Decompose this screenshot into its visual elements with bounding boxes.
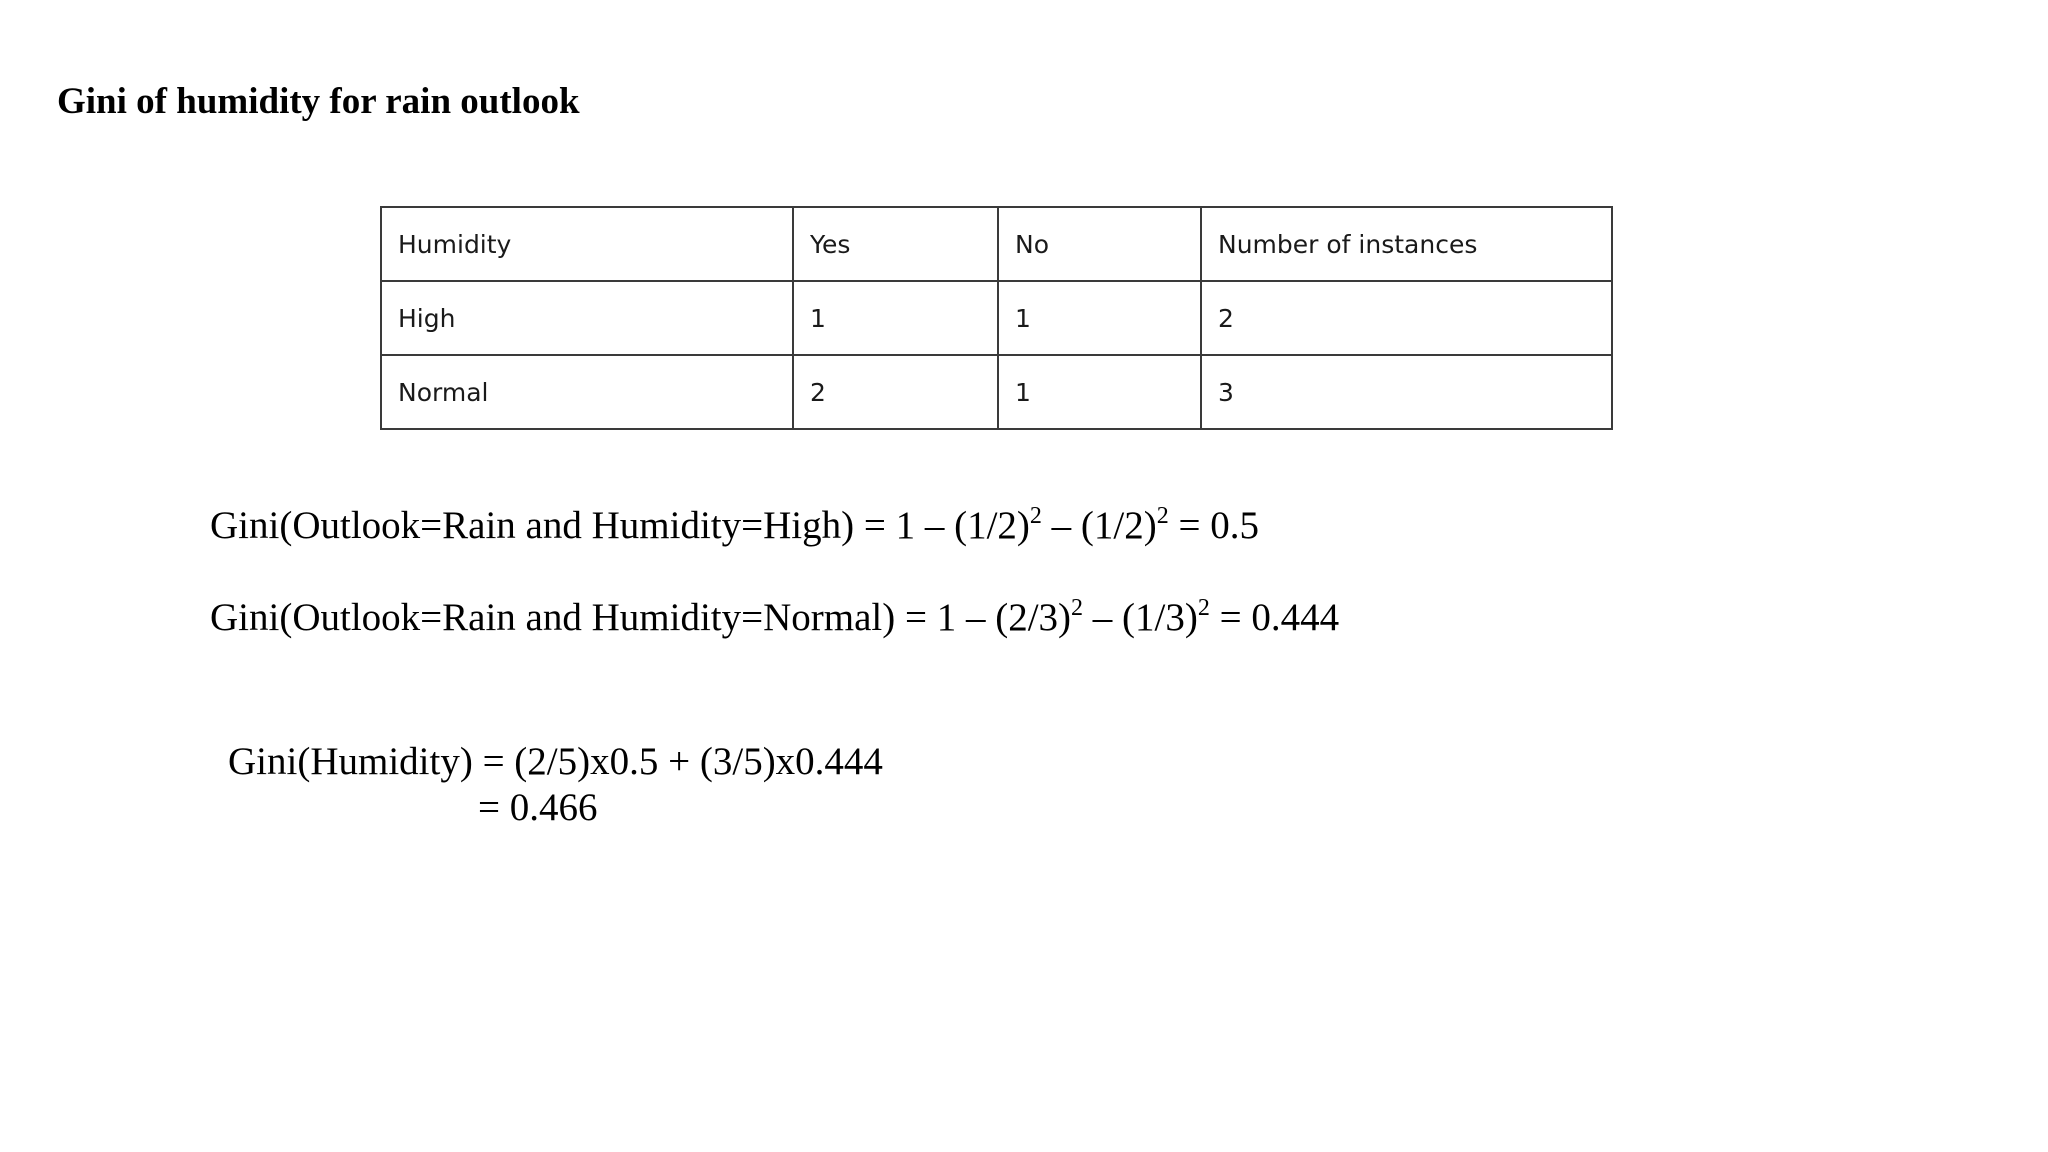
humidity-table (380, 206, 1613, 430)
header-instances: Number of instances (1201, 207, 1612, 281)
formula-text: Gini(Outlook=Rain and Humidity=Normal) = 1 – (2/3) (210, 596, 1072, 639)
formula-gini-humidity: Gini(Humidity) = (2/5)x0.5 + (3/5)x0.444 (228, 740, 883, 783)
exponent: 2 (1029, 503, 1042, 529)
exponent: 2 (1156, 503, 1169, 529)
header-no: No (998, 207, 1201, 281)
cell-humidity: High (381, 281, 793, 355)
formula-gini-humidity-result: = 0.466 (478, 786, 598, 829)
cell-humidity: Normal (381, 355, 793, 429)
table-row (381, 355, 1612, 429)
cell-instances: 3 (1201, 355, 1612, 429)
header-yes: Yes (793, 207, 998, 281)
formula-gini-high (210, 502, 1259, 550)
table-header-row (381, 207, 1612, 281)
formula-text: – (1/2) (1041, 504, 1157, 547)
formula-text: – (1/3) (1083, 596, 1198, 639)
header-humidity: Humidity (381, 207, 793, 281)
slide-title: Gini of humidity for rain outlook (57, 81, 580, 122)
cell-yes: 2 (793, 355, 998, 429)
formula-text: = 0.444 (1209, 596, 1340, 639)
cell-no: 1 (998, 355, 1201, 429)
formula-text: Gini(Outlook=Rain and Humidity=High) = 1 – (1/2) (210, 504, 1030, 547)
exponent: 2 (1197, 595, 1210, 621)
formula-text: = 0.5 (1168, 504, 1259, 547)
cell-no: 1 (998, 281, 1201, 355)
exponent: 2 (1071, 595, 1084, 621)
table-row (381, 281, 1612, 355)
cell-instances: 2 (1201, 281, 1612, 355)
cell-yes: 1 (793, 281, 998, 355)
formula-gini-normal (210, 594, 1339, 642)
